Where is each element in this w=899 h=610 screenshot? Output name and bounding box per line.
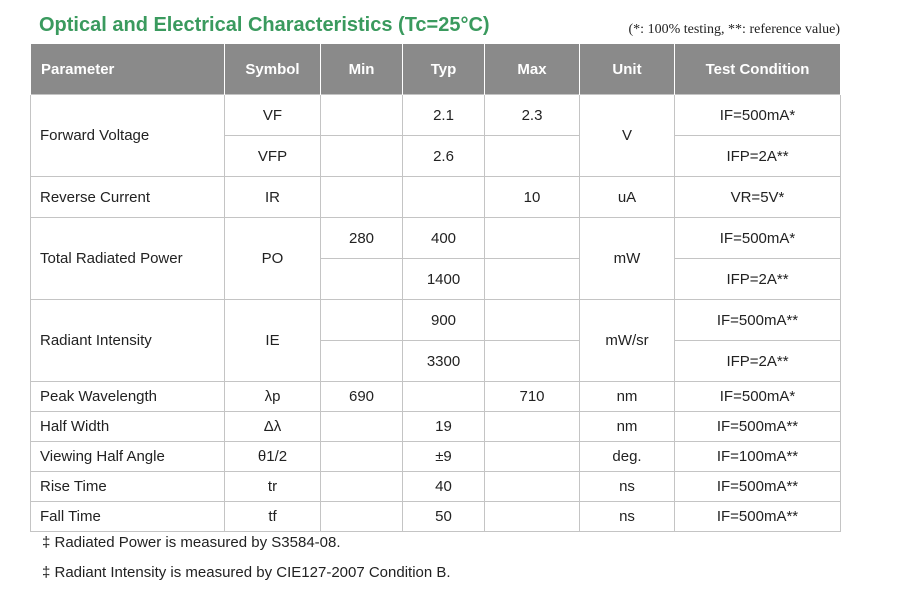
typ-cell: 1400 xyxy=(403,259,485,300)
typ-cell: 50 xyxy=(403,502,485,532)
characteristics-table xyxy=(30,44,841,532)
min-cell xyxy=(321,472,403,502)
table-row xyxy=(31,472,841,502)
condition-cell: IF=100mA** xyxy=(675,442,841,472)
unit-cell: ns xyxy=(580,472,675,502)
param-cell: Total Radiated Power xyxy=(31,218,225,300)
min-cell xyxy=(321,341,403,382)
max-cell: 10 xyxy=(485,177,580,218)
typ-cell: 900 xyxy=(403,300,485,341)
param-cell: Fall Time xyxy=(31,502,225,532)
condition-cell: VR=5V* xyxy=(675,177,841,218)
max-cell: 710 xyxy=(485,382,580,412)
max-cell xyxy=(485,502,580,532)
symbol-cell: VF xyxy=(225,95,321,136)
page-title: Optical and Electrical Characteristics (Tc=25°C) xyxy=(39,14,490,36)
typ-cell: 2.6 xyxy=(403,136,485,177)
unit-cell: nm xyxy=(580,382,675,412)
min-cell xyxy=(321,95,403,136)
legend-note: (*: 100% testing, **: reference value) xyxy=(628,22,840,37)
unit-cell: uA xyxy=(580,177,675,218)
unit-cell: mW xyxy=(580,218,675,300)
min-cell xyxy=(321,442,403,472)
min-cell: 690 xyxy=(321,382,403,412)
min-cell xyxy=(321,259,403,300)
table-row xyxy=(31,300,841,341)
condition-cell: IF=500mA** xyxy=(675,472,841,502)
min-cell xyxy=(321,136,403,177)
max-cell: 2.3 xyxy=(485,95,580,136)
symbol-cell: IR xyxy=(225,177,321,218)
table-row xyxy=(31,218,841,259)
max-cell xyxy=(485,218,580,259)
condition-cell: IF=500mA* xyxy=(675,382,841,412)
min-cell xyxy=(321,412,403,442)
unit-cell: deg. xyxy=(580,442,675,472)
symbol-cell: IE xyxy=(225,300,321,382)
footnote-radiated-power: ‡ Radiated Power is measured by S3584-08. xyxy=(42,534,341,551)
header-symbol: Symbol xyxy=(225,44,321,95)
unit-cell: V xyxy=(580,95,675,177)
symbol-cell: tf xyxy=(225,502,321,532)
table-row xyxy=(31,412,841,442)
param-cell: Peak Wavelength xyxy=(31,382,225,412)
min-cell: 280 xyxy=(321,218,403,259)
max-cell xyxy=(485,136,580,177)
symbol-cell: Δλ xyxy=(225,412,321,442)
table-header-row xyxy=(31,44,841,95)
table-row xyxy=(31,95,841,136)
typ-cell: 400 xyxy=(403,218,485,259)
condition-cell: IF=500mA** xyxy=(675,502,841,532)
symbol-cell: θ1/2 xyxy=(225,442,321,472)
header-test-condition: Test Condition xyxy=(675,44,841,95)
min-cell xyxy=(321,502,403,532)
condition-cell: IF=500mA* xyxy=(675,218,841,259)
typ-cell: 19 xyxy=(403,412,485,442)
param-cell: Rise Time xyxy=(31,472,225,502)
unit-cell: ns xyxy=(580,502,675,532)
condition-cell: IF=500mA** xyxy=(675,300,841,341)
typ-cell: ±9 xyxy=(403,442,485,472)
unit-cell: mW/sr xyxy=(580,300,675,382)
table-row xyxy=(31,442,841,472)
condition-cell: IF=500mA** xyxy=(675,412,841,442)
typ-cell: 40 xyxy=(403,472,485,502)
symbol-cell: PO xyxy=(225,218,321,300)
min-cell xyxy=(321,300,403,341)
condition-cell: IFP=2A** xyxy=(675,259,841,300)
header-min: Min xyxy=(321,44,403,95)
header-unit: Unit xyxy=(580,44,675,95)
symbol-cell: tr xyxy=(225,472,321,502)
max-cell xyxy=(485,442,580,472)
condition-cell: IF=500mA* xyxy=(675,95,841,136)
min-cell xyxy=(321,177,403,218)
max-cell xyxy=(485,412,580,442)
param-cell: Forward Voltage xyxy=(31,95,225,177)
table-row xyxy=(31,382,841,412)
param-cell: Radiant Intensity xyxy=(31,300,225,382)
max-cell xyxy=(485,259,580,300)
symbol-cell: λp xyxy=(225,382,321,412)
footnote-radiant-intensity: ‡ Radiant Intensity is measured by CIE127-2007 Condition B. xyxy=(42,564,451,581)
typ-cell xyxy=(403,177,485,218)
header-max: Max xyxy=(485,44,580,95)
typ-cell xyxy=(403,382,485,412)
max-cell xyxy=(485,341,580,382)
max-cell xyxy=(485,300,580,341)
unit-cell: nm xyxy=(580,412,675,442)
condition-cell: IFP=2A** xyxy=(675,136,841,177)
param-cell: Reverse Current xyxy=(31,177,225,218)
table-row xyxy=(31,502,841,532)
typ-cell: 3300 xyxy=(403,341,485,382)
symbol-cell: VFP xyxy=(225,136,321,177)
typ-cell: 2.1 xyxy=(403,95,485,136)
condition-cell: IFP=2A** xyxy=(675,341,841,382)
max-cell xyxy=(485,472,580,502)
param-cell: Viewing Half Angle xyxy=(31,442,225,472)
header-parameter: Parameter xyxy=(31,44,225,95)
param-cell: Half Width xyxy=(31,412,225,442)
table-row xyxy=(31,177,841,218)
header-typ: Typ xyxy=(403,44,485,95)
